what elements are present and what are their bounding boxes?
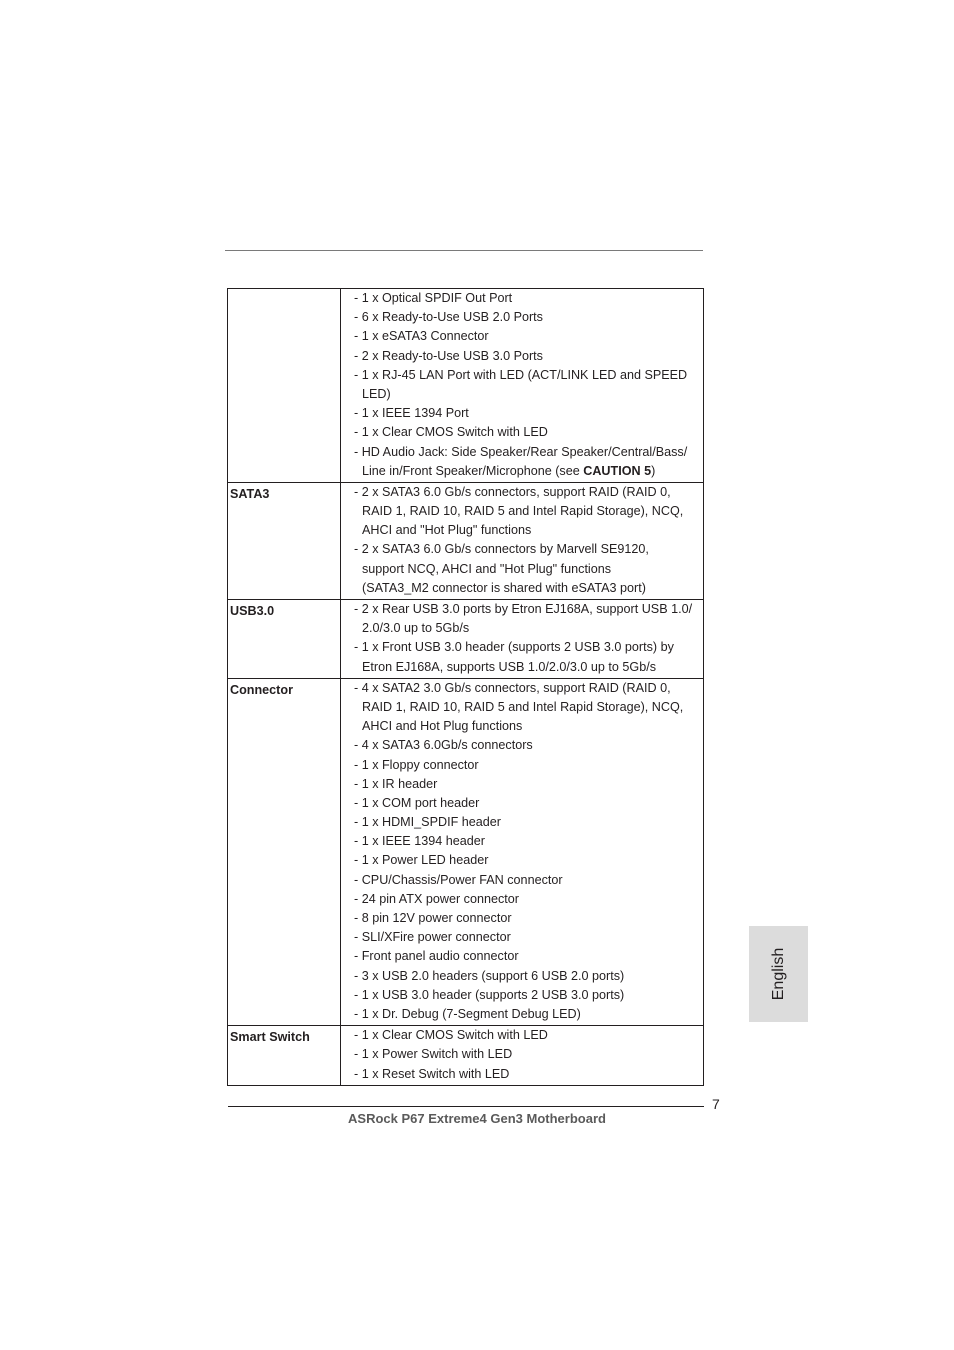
spec-line: - 1 x Reset Switch with LED [354,1066,510,1081]
spec-line: 2.0/3.0 up to 5Gb/s [362,621,470,636]
spec-row [228,678,704,1025]
spec-line: - 4 x SATA3 6.0Gb/s connectors [354,738,533,753]
spec-line: - HD Audio Jack: Side Speaker/Rear Speaker/Central/Bass/ [354,444,688,459]
spec-label: SATA3 [228,482,341,599]
spec-line: support NCQ, AHCI and "Hot Plug" functions [362,561,612,576]
spec-line: - 1 x USB 3.0 header (supports 2 USB 3.0 ports) [354,987,625,1002]
spec-items [341,1026,704,1086]
header-divider [225,250,703,251]
spec-line: - 1 x Clear CMOS Switch with LED [354,1028,548,1043]
spec-line: - 6 x Ready-to-Use USB 2.0 Ports [354,310,543,325]
spec-line: - 1 x COM port header [354,795,480,810]
spec-line: Etron EJ168A, supports USB 1.0/2.0/3.0 up to 5Gb/s [362,659,657,674]
spec-line: AHCI and "Hot Plug" functions [362,523,532,538]
spec-line: - 3 x USB 2.0 headers (support 6 USB 2.0 ports) [354,968,625,983]
spec-line-suffix: ) [651,463,656,478]
spec-line: - 24 pin ATX power connector [354,891,519,906]
spec-line: - CPU/Chassis/Power FAN connector [354,872,563,887]
spec-table-body [228,289,704,1086]
spec-line: - 1 x Power Switch with LED [354,1047,513,1062]
spec-line: - 1 x IEEE 1394 header [354,834,485,849]
spec-line [354,462,703,481]
spec-label: Connector [228,678,341,1025]
spec-line: - 4 x SATA2 3.0 Gb/s connectors, support RAID (RAID 0, [354,680,671,695]
spec-line: AHCI and Hot Plug functions [362,719,523,734]
spec-line-text: Line in/Front Speaker/Microphone (see [362,463,584,478]
spec-line: - 1 x Optical SPDIF Out Port [354,291,513,305]
spec-label: Smart Switch [228,1026,341,1086]
language-tab [749,926,808,1022]
spec-items [341,482,704,599]
spec-row [228,600,704,679]
caution-reference: CAUTION 5 [583,463,652,478]
spec-label [228,289,341,483]
footer-title: ASRock P67 Extreme4 Gen3 Motherboard [348,1111,606,1126]
spec-items [341,600,704,679]
spec-line: RAID 1, RAID 10, RAID 5 and Intel Rapid Storage), NCQ, [362,504,684,519]
spec-line: - 1 x HDMI_SPDIF header [354,815,501,830]
spec-line: LED) [362,386,391,401]
spec-line: - 1 x IR header [354,776,438,791]
spec-label: USB3.0 [228,600,341,679]
spec-line: - 1 x Dr. Debug (7-Segment Debug LED) [354,1006,581,1021]
spec-line: - 2 x SATA3 6.0 Gb/s connectors by Marvell SE9120, [354,542,649,557]
spec-line: - 1 x Power LED header [354,853,489,868]
language-label: English [769,947,787,1001]
spec-line: - 1 x RJ-45 LAN Port with LED (ACT/LINK LED and SPEED [354,367,688,382]
spec-line: - 1 x eSATA3 Connector [354,329,489,344]
spec-line: - 2 x Ready-to-Use USB 3.0 Ports [354,348,543,363]
spec-line: - SLI/XFire power connector [354,930,511,945]
spec-row [228,289,704,483]
footer-divider [228,1106,704,1107]
spec-line: - 1 x Front USB 3.0 header (supports 2 USB 3.0 ports) by [354,640,674,655]
spec-line: (SATA3_M2 connector is shared with eSATA3 port) [362,580,646,595]
spec-line: - Front panel audio connector [354,949,519,964]
spec-line: - 1 x Floppy connector [354,757,479,772]
spec-table [227,288,704,1086]
spec-items [341,289,704,483]
spec-line: - 1 x IEEE 1394 Port [354,406,469,421]
spec-line: - 2 x SATA3 6.0 Gb/s connectors, support RAID (RAID 0, [354,484,671,499]
spec-line: - 1 x Clear CMOS Switch with LED [354,425,548,440]
spec-row [228,1026,704,1086]
spec-line: RAID 1, RAID 10, RAID 5 and Intel Rapid Storage), NCQ, [362,699,684,714]
spec-items [341,678,704,1025]
spec-row [228,482,704,599]
page-number: 7 [712,1096,720,1112]
spec-line: - 2 x Rear USB 3.0 ports by Etron EJ168A, support USB 1.0/ [354,602,693,616]
spec-line: - 8 pin 12V power connector [354,911,512,925]
